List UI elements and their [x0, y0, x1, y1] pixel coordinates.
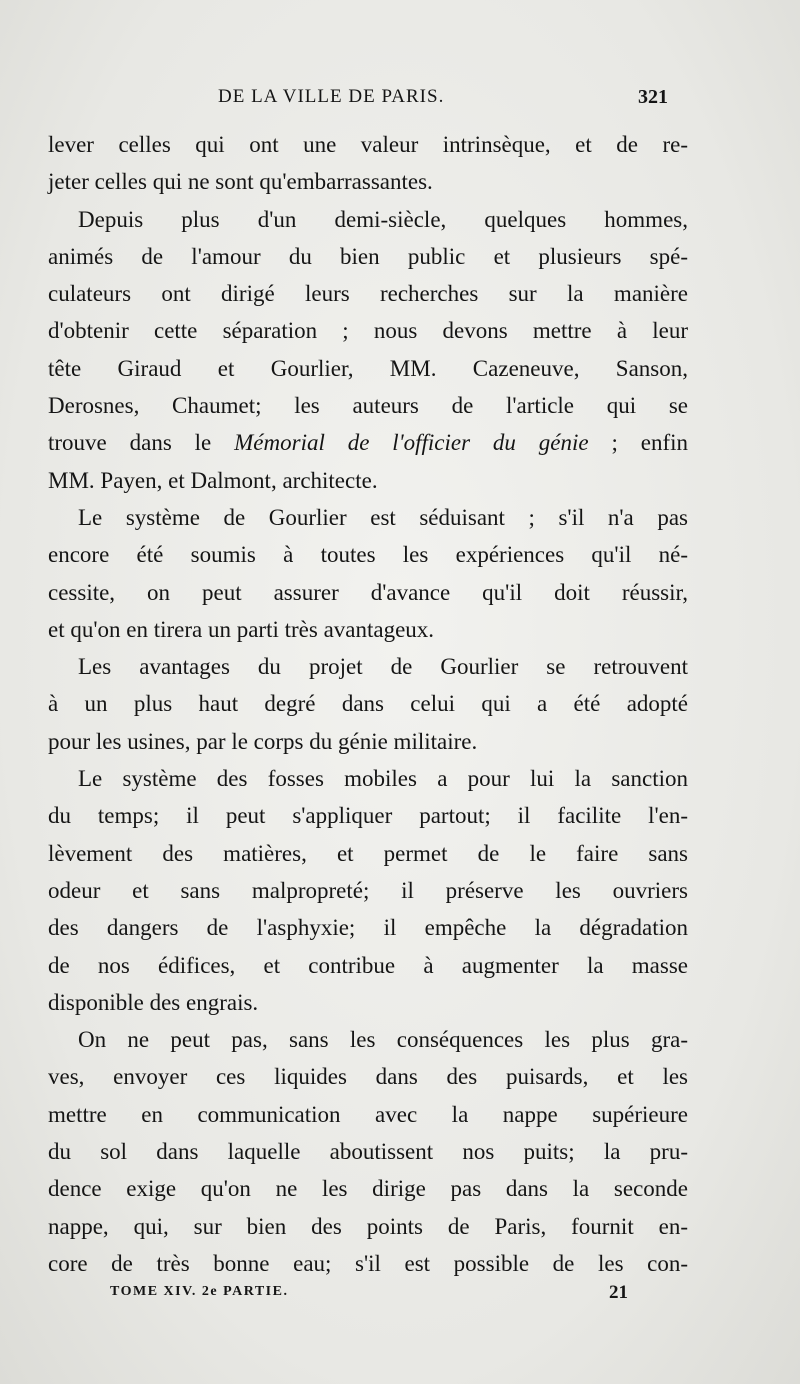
text-fragment: trouve dans le: [48, 430, 235, 456]
text-line: ves, envoyer ces liquides dans des puisards, et les: [48, 1064, 688, 1090]
text-line: MM. Payen, et Dalmont, architecte.: [48, 467, 378, 493]
text-line: de nos édifices, et contribue à augmenter la masse: [48, 952, 688, 978]
paragraph-start-line: Les avantages du projet de Gourlier se retrouvent: [78, 654, 688, 680]
text-line: d'obtenir cette séparation ; nous devons mettre à leur: [48, 318, 688, 344]
text-line: pour les usines, par le corps du génie militaire.: [48, 728, 478, 754]
text-line-with-italic: [48, 424, 688, 461]
page-number: 321: [638, 86, 668, 108]
text-line: mettre en communication avec la nappe supérieure: [48, 1101, 688, 1127]
text-line: du sol dans laquelle aboutissent nos puits; la pru-: [48, 1139, 688, 1165]
text-line: lèvement des matières, et permet de le faire sans: [48, 840, 688, 866]
running-title: DE LA VILLE DE PARIS.: [218, 86, 445, 107]
body-text: [48, 126, 688, 1282]
text-line: culateurs ont dirigé leurs recherches sur la manière: [48, 281, 688, 307]
text-line: odeur et sans malpropreté; il préserve les ouvriers: [48, 877, 688, 903]
text-line: core de très bonne eau; s'il est possible de les con-: [48, 1250, 688, 1276]
text-line: Derosnes, Chaumet; les auteurs de l'article qui se: [48, 393, 688, 419]
text-line: tête Giraud et Gourlier, MM. Cazeneuve, Sanson,: [48, 355, 688, 381]
text-line: animés de l'amour du bien public et plusieurs spé-: [48, 243, 688, 269]
text-line: lever celles qui ont une valeur intrinsèque, et de re-: [48, 132, 688, 157]
text-line: des dangers de l'asphyxie; il empêche la dégradation: [48, 915, 688, 941]
paragraph-start-line: On ne peut pas, sans les conséquences les plus gra-: [78, 1027, 688, 1053]
text-line: nappe, qui, sur bien des points de Paris, fournit en-: [48, 1213, 688, 1239]
volume-signature: TOME XIV. 2e PARTIE.: [110, 1284, 289, 1299]
text-line: à un plus haut degré dans celui qui a été adopté: [48, 691, 688, 717]
text-line: dence exige qu'on ne les dirige pas dans la seconde: [48, 1176, 688, 1202]
paragraph-start-line: Le système de Gourlier est séduisant ; s'il n'a pas: [78, 504, 688, 530]
paragraph-start-line: Le système des fosses mobiles a pour lui la sanction: [78, 766, 688, 792]
italic-title: Mémorial de l'officier du génie: [234, 430, 589, 456]
text-line: du temps; il peut s'appliquer partout; il facilite l'en-: [48, 803, 688, 829]
text-line: jeter celles qui ne sont qu'embarrassantes.: [48, 169, 433, 195]
text-fragment: ; enfin: [588, 430, 689, 456]
text-line: disponible des engrais.: [48, 989, 259, 1015]
text-line: cessite, on peut assurer d'avance qu'il doit réussir,: [48, 579, 688, 605]
page-footer: [48, 1284, 678, 1314]
signature-number: 21: [609, 1282, 628, 1303]
text-line: et qu'on en tirera un parti très avantageux.: [48, 616, 435, 642]
paragraph-start-line: Depuis plus d'un demi-siècle, quelques hommes,: [78, 206, 688, 232]
page-header: [48, 84, 678, 118]
text-line: encore été soumis à toutes les expériences qu'il né-: [48, 542, 688, 568]
